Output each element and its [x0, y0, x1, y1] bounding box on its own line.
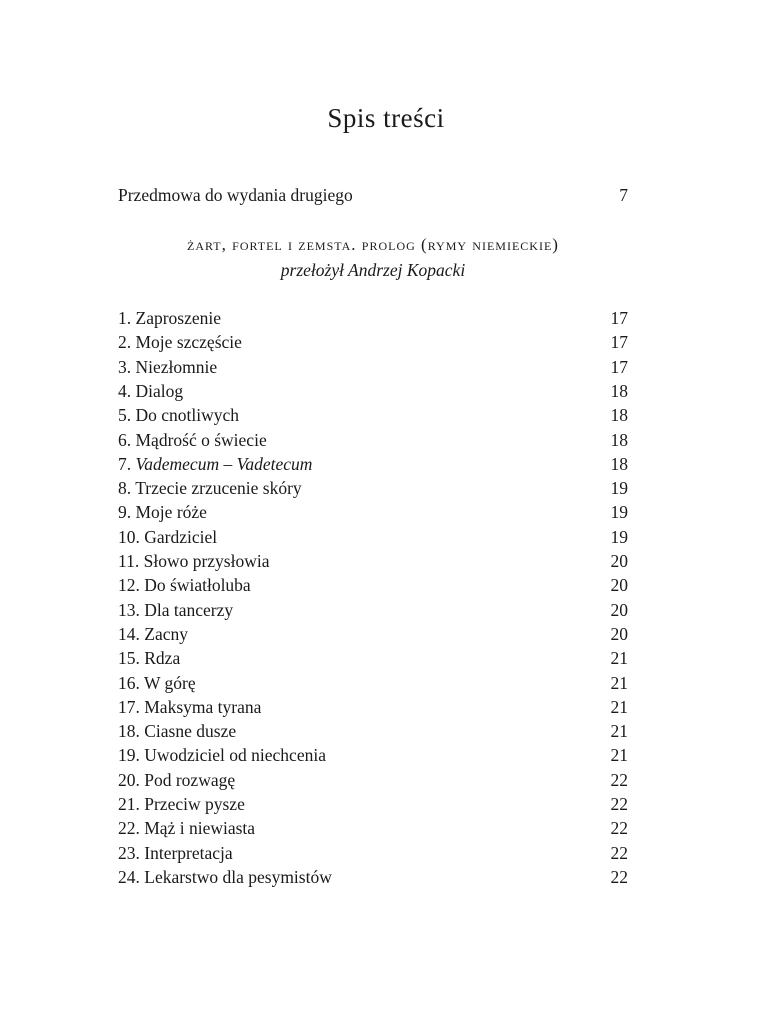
toc-entry-12: [118, 573, 628, 597]
toc-entry-page: 22: [610, 866, 628, 887]
toc-entry-title: 18. Ciasne dusze: [118, 721, 237, 742]
toc-entry-page: 20: [610, 623, 628, 644]
toc-entry-5: [118, 403, 628, 427]
toc-entry-title: 13. Dla tancerzy: [118, 599, 234, 620]
toc-entry-page: 21: [610, 648, 628, 669]
toc-entry-title: 4. Dialog: [118, 380, 184, 401]
section-heading: żart, fortel i zemsta. prolog (rymy niemieckie): [187, 235, 559, 254]
toc-entry-3: [118, 355, 628, 379]
toc-entry-title: 5. Do cnotliwych: [118, 405, 240, 426]
toc-entry-title: 14. Zacny: [118, 623, 188, 644]
toc-entry-13: [118, 598, 628, 622]
toc-entry-8: [118, 476, 628, 500]
toc-entry-title: 15. Rdza: [118, 648, 181, 669]
toc-intro-row: [118, 183, 628, 207]
toc-intro-page: 7: [619, 185, 628, 205]
toc-entry-page: 17: [610, 332, 628, 353]
toc-entry-page: 17: [610, 308, 628, 328]
toc-entry-17: [118, 695, 628, 719]
toc-intro-label: Przedmowa do wydania drugiego: [118, 185, 353, 205]
toc-entry-page: 19: [610, 526, 628, 547]
toc-entry-14: [118, 622, 628, 646]
toc-entry-title: 10. Gardziciel: [118, 526, 218, 547]
toc-entry-6: [118, 428, 628, 452]
toc-entry-page: 20: [610, 575, 628, 596]
toc-entry-page: 21: [610, 721, 628, 742]
toc-entry-page: 19: [610, 502, 628, 523]
toc-entry-page: 22: [610, 818, 628, 839]
toc-entry-24: [118, 865, 628, 889]
toc-entry-title: 12. Do światłoluba: [118, 575, 251, 596]
toc-entry-21: [118, 792, 628, 816]
toc-entry-title: 3. Niezłomnie: [118, 356, 218, 377]
toc-entry-18: [118, 719, 628, 743]
toc-entry-title: 24. Lekarstwo dla pesymistów: [118, 866, 332, 887]
page-title: Spis treści: [327, 103, 445, 133]
toc-entry-page: 18: [610, 380, 628, 401]
toc-entry-title: 11. Słowo przysłowia: [118, 551, 270, 571]
toc-entry-title: 17. Maksyma tyrana: [118, 696, 262, 717]
toc-entry-11: [118, 549, 628, 573]
toc-entry-page: 22: [610, 842, 628, 863]
toc-entry-title: 21. Przeciw pysze: [118, 794, 245, 814]
toc-entry-20: [118, 768, 628, 792]
toc-entry-22: [118, 816, 628, 840]
toc-entry-title: 16. W górę: [118, 672, 196, 693]
toc-entry-19: [118, 743, 628, 767]
toc-entry-23: [118, 841, 628, 865]
toc-entry-page: 18: [610, 453, 628, 474]
toc-entry-page: 21: [610, 745, 628, 766]
toc-entry-title: 20. Pod rozwagę: [118, 769, 236, 790]
toc-entry-page: 18: [610, 405, 628, 426]
toc-entry-page: 17: [610, 356, 628, 377]
toc-entry-7: [118, 452, 628, 476]
toc-entry-title: 22. Mąż i niewiasta: [118, 818, 256, 839]
toc-entry-title: 8. Trzecie zrzucenie skóry: [118, 478, 302, 499]
toc-entry-title: 6. Mądrość o świecie: [118, 429, 267, 450]
toc-entry-1: [118, 306, 628, 330]
toc-entry-title: 7. Vademecum – Vadetecum: [118, 453, 313, 474]
toc-entry-page: 20: [610, 551, 628, 571]
toc-entry-title: 23. Interpretacja: [118, 842, 233, 863]
toc-entry-page: 21: [610, 696, 628, 717]
toc-entry-page: 19: [610, 478, 628, 499]
toc-entry-9: [118, 500, 628, 524]
toc-entry-2: [118, 330, 628, 354]
toc-entry-page: 22: [610, 794, 628, 814]
toc-entry-4: [118, 379, 628, 403]
toc-entry-page: 18: [610, 429, 628, 450]
toc-entry-title: 9. Moje róże: [118, 502, 207, 523]
toc-entry-title: 19. Uwodziciel od niechcenia: [118, 745, 326, 766]
toc-entry-page: 22: [610, 769, 628, 790]
toc-entry-16: [118, 671, 628, 695]
toc-entry-15: [118, 646, 628, 670]
toc-entry-10: [118, 525, 628, 549]
section-translator: przełożył Andrzej Kopacki: [280, 260, 466, 280]
toc-entry-page: 21: [610, 672, 628, 693]
toc-entry-title: 1. Zaproszenie: [118, 308, 222, 328]
toc-entry-title: 2. Moje szczęście: [118, 332, 242, 353]
toc-entry-page: 20: [610, 599, 628, 620]
